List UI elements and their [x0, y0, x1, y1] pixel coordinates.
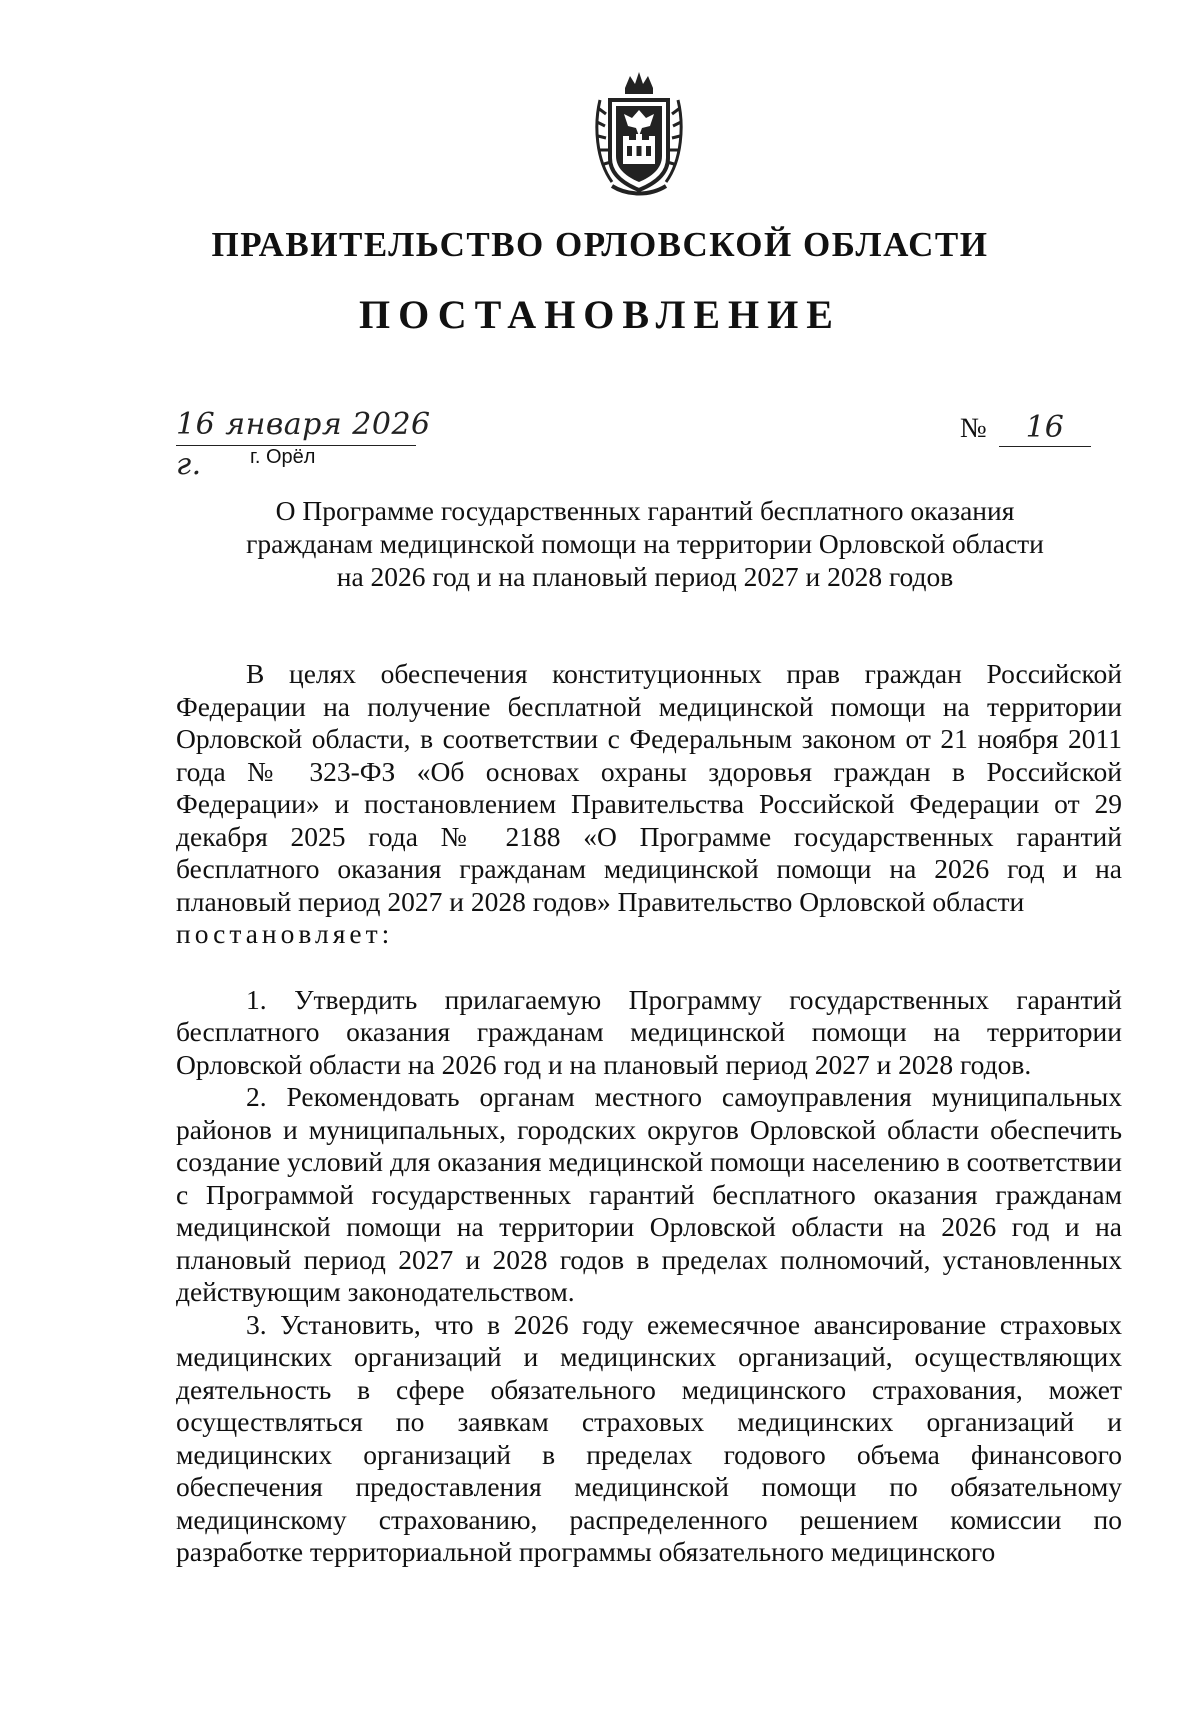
subject-line-2: гражданам медицинской помощи на территории Орловской области — [246, 528, 1044, 559]
document-type: ПОСТАНОВЛЕНИЕ — [359, 292, 841, 337]
resolves-word: постановляет: — [176, 918, 394, 949]
document-city: г. Орёл — [250, 446, 316, 468]
document-number: 16 — [1025, 410, 1064, 445]
paragraph-gap — [176, 951, 1122, 984]
orel-oblast-coat-of-arms-icon — [592, 70, 686, 200]
document-date: 16 января 2026 г. — [176, 407, 431, 482]
date-block — [176, 405, 456, 482]
item-2-paragraph: 2. Рекомендовать органам местного самоуправления муниципальных районов и муниципальных, городских округов Орловской области обеспечить создание условий для оказания медицинской помощи населению в соответствии с Программой государственных гарантий бесплатного оказания гражданам медицинской помощи на территории Орловской области на 2026 год и на плановый период 2027 и 2028 годов в пределах полномочий, установленных действующим законодательством. — [176, 1081, 1122, 1307]
document-subject — [170, 494, 1120, 593]
number-field — [999, 410, 1091, 447]
number-sign: № — [960, 413, 987, 444]
subject-line-3: на 2026 год и на плановый период 2027 и 2028 годов — [336, 561, 954, 592]
item-1-paragraph: 1. Утвердить прилагаемую Программу государственных гарантий бесплатного оказания гражданам медицинской помощи на территории Орловской области на 2026 год и на плановый период 2027 и 2028 годов. — [176, 983, 1122, 1080]
item-3-paragraph: 3. Установить, что в 2026 году ежемесячное авансирование страховых медицинских организаций и медицинских организаций, осуществляющих деятельность в сфере обязательного медицинского страхования, может осуществляться по заявкам страховых медицинских организаций и медицинских организаций в пределах годового объема финансового обеспечения предоставления медицинской помощи по обязательному медицинскому страхованию, распределенного решением комиссии по разработке территориальной программы обязательного медицинского — [176, 1308, 1122, 1567]
number-block — [960, 410, 1110, 447]
government-title: ПРАВИТЕЛЬСТВО ОРЛОВСКОЙ ОБЛАСТИ — [211, 225, 989, 264]
preamble-paragraph: В целях обеспечения конституционных прав граждан Российской Федерации на получение бесплатной медицинской помощи на территории Орловской области, в соответствии с Федеральным законом от 21 ноября 2011 года № 323-ФЗ «Об основах охраны здоровья граждан в Российской Федерации» и постановлением Правительства Российской Федерации от 29 декабря 2025 года № 2188 «О Программе государственных гарантий бесплатного оказания гражданам медицинской помощи на 2026 год и на плановый период 2027 и 2028 годов» Правительство Орловской области — [176, 658, 1122, 917]
document-body — [176, 658, 1122, 1569]
subject-line-1: О Программе государственных гарантий бесплатного оказания — [275, 495, 1015, 526]
